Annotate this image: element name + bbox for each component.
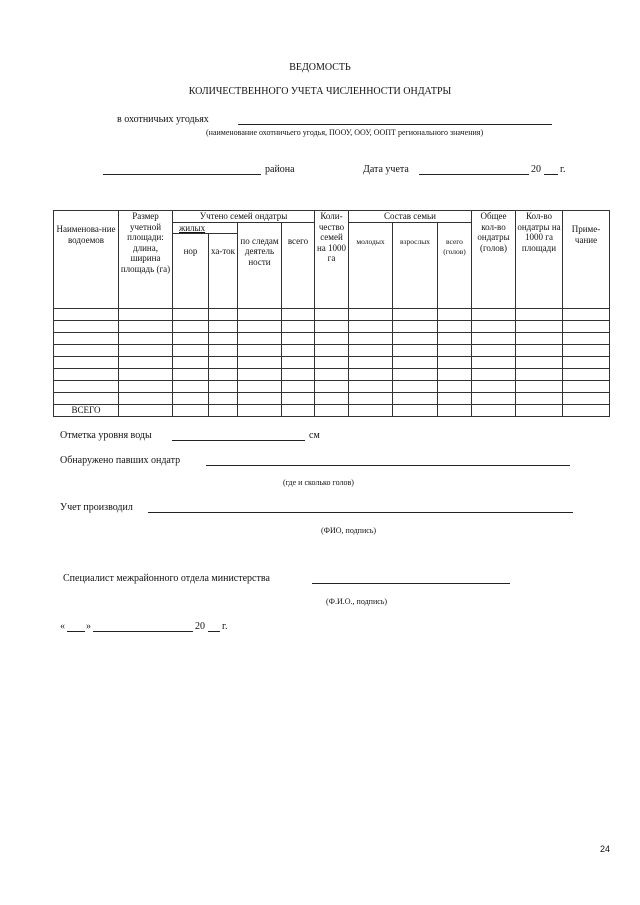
table-cell[interactable] — [54, 369, 119, 381]
table-cell[interactable] — [393, 369, 438, 381]
table-cell[interactable] — [54, 309, 119, 321]
table-cell[interactable] — [315, 321, 349, 333]
table-cell[interactable] — [119, 369, 173, 381]
counted-by-field[interactable] — [148, 501, 573, 513]
counted-by-hint: (ФИО, подпись) — [321, 526, 377, 535]
document-title: ВЕДОМОСТЬ — [289, 62, 351, 73]
table-cell[interactable] — [282, 369, 315, 381]
table-cell[interactable] — [119, 357, 173, 369]
table-cell[interactable] — [349, 333, 393, 345]
table-cell[interactable] — [393, 345, 438, 357]
water-level-field[interactable] — [172, 429, 305, 441]
table-cell[interactable] — [472, 381, 516, 393]
table-cell[interactable] — [472, 345, 516, 357]
muskrat-count-table — [53, 210, 610, 417]
table-cell[interactable] — [238, 381, 282, 393]
table-cell[interactable] — [315, 345, 349, 357]
col-header-hatok: ха-ток — [209, 234, 238, 309]
table-cell[interactable] — [54, 393, 119, 405]
table-cell[interactable] — [393, 393, 438, 405]
table-cell[interactable] — [438, 309, 472, 321]
table-cell[interactable] — [173, 309, 209, 321]
table-row — [54, 345, 610, 357]
table-cell[interactable] — [315, 369, 349, 381]
table-row — [54, 369, 610, 381]
date-label: Дата учета — [363, 164, 409, 175]
table-cell[interactable] — [282, 345, 315, 357]
page-number: 24 — [599, 844, 610, 854]
table-cell[interactable] — [438, 393, 472, 405]
table-cell[interactable] — [563, 309, 610, 321]
dead-muskrats-field[interactable] — [206, 454, 570, 466]
table-cell[interactable] — [563, 333, 610, 345]
table-cell[interactable] — [173, 393, 209, 405]
table-cell[interactable] — [393, 357, 438, 369]
district-label: района — [265, 164, 295, 175]
table-cell[interactable] — [209, 393, 238, 405]
table-cell[interactable] — [173, 333, 209, 345]
sign-date-open-quote: « — [60, 621, 65, 632]
table-cell[interactable] — [516, 321, 563, 333]
table-cell[interactable] — [516, 381, 563, 393]
table-cell[interactable] — [315, 393, 349, 405]
table-cell[interactable] — [209, 381, 238, 393]
table-cell[interactable] — [516, 357, 563, 369]
specialist-hint: (Ф.И.О., подпись) — [326, 597, 388, 606]
col-header-size: Размер учетной площади: длина, ширина площадь (га) — [119, 211, 173, 309]
table-cell[interactable] — [472, 333, 516, 345]
table-cell[interactable] — [282, 333, 315, 345]
table-cell[interactable] — [238, 345, 282, 357]
sign-date-month-field[interactable] — [93, 620, 193, 632]
table-cell[interactable] — [349, 381, 393, 393]
col-header-overall: Общее кол-во ондатры (голов) — [472, 211, 516, 309]
table-cell[interactable] — [393, 381, 438, 393]
table-cell[interactable] — [393, 309, 438, 321]
table-cell[interactable] — [516, 309, 563, 321]
specialist-label: Специалист межрайонного отдела министерства — [63, 573, 270, 584]
col-header-adult: взрослых — [393, 222, 438, 309]
table-cell[interactable] — [119, 381, 173, 393]
table-cell[interactable] — [315, 309, 349, 321]
water-level-unit: см — [309, 430, 320, 441]
table-cell[interactable] — [282, 381, 315, 393]
dead-muskrats-label: Обнаружено павших ондатр — [60, 455, 181, 466]
table-row — [54, 309, 610, 321]
col-header-counted: Учтено семей ондатры — [173, 211, 315, 223]
table-cell[interactable] — [209, 369, 238, 381]
table-row — [54, 381, 610, 393]
table-cell[interactable] — [563, 357, 610, 369]
table-cell[interactable] — [438, 321, 472, 333]
grounds-field[interactable] — [238, 113, 552, 125]
table-cell[interactable] — [516, 345, 563, 357]
table-cell[interactable] — [209, 321, 238, 333]
table-cell[interactable] — [238, 309, 282, 321]
table-cell[interactable] — [282, 309, 315, 321]
table-cell[interactable] — [315, 357, 349, 369]
table-cell[interactable] — [54, 357, 119, 369]
table-cell[interactable] — [119, 321, 173, 333]
table-cell[interactable] — [209, 309, 238, 321]
dead-muskrats-hint: (где и сколько голов) — [283, 478, 354, 487]
table-cell[interactable] — [563, 369, 610, 381]
table-cell[interactable] — [516, 369, 563, 381]
table-cell[interactable] — [173, 381, 209, 393]
table-cell[interactable] — [563, 321, 610, 333]
table-row — [54, 393, 610, 405]
col-header-all-heads: всего (голов) — [438, 222, 472, 309]
table-cell[interactable] — [393, 321, 438, 333]
col-header-total: всего — [282, 222, 315, 309]
district-field[interactable] — [103, 163, 261, 175]
table-cell[interactable] — [54, 381, 119, 393]
table-cell[interactable] — [349, 357, 393, 369]
table-cell[interactable] — [315, 333, 349, 345]
table-cell[interactable] — [238, 357, 282, 369]
col-header-family: Состав семьи — [349, 211, 472, 223]
water-level-label: Отметка уровня воды — [60, 430, 152, 441]
sign-date-day-field[interactable] — [67, 620, 85, 632]
table-cell[interactable] — [438, 333, 472, 345]
table-cell[interactable] — [472, 369, 516, 381]
total-row-label: ВСЕГО — [54, 405, 119, 417]
table-cell[interactable] — [349, 309, 393, 321]
table-cell[interactable] — [349, 393, 393, 405]
table-cell[interactable] — [54, 345, 119, 357]
table-cell[interactable] — [315, 381, 349, 393]
table-cell[interactable] — [54, 321, 119, 333]
table-cell[interactable] — [119, 333, 173, 345]
table-cell[interactable] — [238, 393, 282, 405]
table-cell[interactable] — [516, 333, 563, 345]
table-cell[interactable] — [349, 321, 393, 333]
table-cell[interactable] — [119, 393, 173, 405]
col-header-young: молодых — [349, 222, 393, 309]
table-cell[interactable] — [119, 309, 173, 321]
col-header-tracks: по следам деятель ности — [238, 222, 282, 309]
date-field[interactable] — [419, 163, 529, 175]
grounds-label: в охотничьих угодьях — [117, 114, 209, 125]
table-cell[interactable] — [119, 345, 173, 357]
table-cell[interactable] — [438, 369, 472, 381]
table-cell[interactable] — [472, 321, 516, 333]
table-row — [54, 357, 610, 369]
table-cell[interactable] — [349, 345, 393, 357]
sign-date-close-quote: » — [86, 621, 91, 632]
table-cell[interactable] — [282, 321, 315, 333]
table-cell[interactable] — [173, 369, 209, 381]
sign-date-year-suffix: г. — [222, 621, 228, 632]
col-header-qty: Коли-чество семей на 1000 га — [315, 211, 349, 309]
table-cell[interactable] — [563, 381, 610, 393]
table-cell[interactable] — [238, 333, 282, 345]
table-cell[interactable] — [54, 333, 119, 345]
date-year-field[interactable] — [544, 163, 558, 175]
table-cell[interactable] — [282, 357, 315, 369]
counted-by-label: Учет производил — [60, 502, 133, 513]
table-cell[interactable] — [438, 381, 472, 393]
date-year-prefix: 20 — [531, 164, 541, 175]
table-cell[interactable] — [516, 393, 563, 405]
table-cell[interactable] — [563, 393, 610, 405]
table-cell[interactable] — [209, 333, 238, 345]
table-cell[interactable] — [563, 345, 610, 357]
table-cell[interactable] — [472, 357, 516, 369]
specialist-field[interactable] — [312, 572, 510, 584]
table-cell[interactable] — [282, 393, 315, 405]
table-cell[interactable] — [438, 345, 472, 357]
col-header-per1000: Кол-во ондатры на 1000 га площади — [516, 211, 563, 309]
table-cell[interactable] — [238, 321, 282, 333]
date-year-suffix: г. — [560, 164, 566, 175]
sign-date-year-field[interactable] — [208, 620, 220, 632]
grounds-hint: (наименование охотничьего угодья, ПООУ, ООУ, ООПТ регионального значения) — [206, 128, 484, 137]
col-header-notes: Приме-чание — [563, 211, 610, 309]
table-row — [54, 321, 610, 333]
table-cell[interactable] — [173, 321, 209, 333]
sign-date-year-prefix: 20 — [195, 621, 205, 632]
table-cell[interactable] — [349, 369, 393, 381]
col-header-alive: жилых — [173, 222, 238, 234]
table-cell[interactable] — [472, 309, 516, 321]
table-cell[interactable] — [173, 345, 209, 357]
table-cell[interactable] — [209, 357, 238, 369]
table-cell[interactable] — [238, 369, 282, 381]
table-cell[interactable] — [173, 357, 209, 369]
table-cell[interactable] — [438, 357, 472, 369]
document-subtitle: КОЛИЧЕСТВЕННОГО УЧЕТА ЧИСЛЕННОСТИ ОНДАТРЫ — [188, 86, 452, 97]
col-header-name: Наименова-ние водоемов — [54, 211, 119, 309]
table-row — [54, 333, 610, 345]
table-cell[interactable] — [209, 345, 238, 357]
col-header-nor: нор — [173, 234, 209, 309]
table-cell[interactable] — [393, 333, 438, 345]
table-cell[interactable] — [472, 393, 516, 405]
